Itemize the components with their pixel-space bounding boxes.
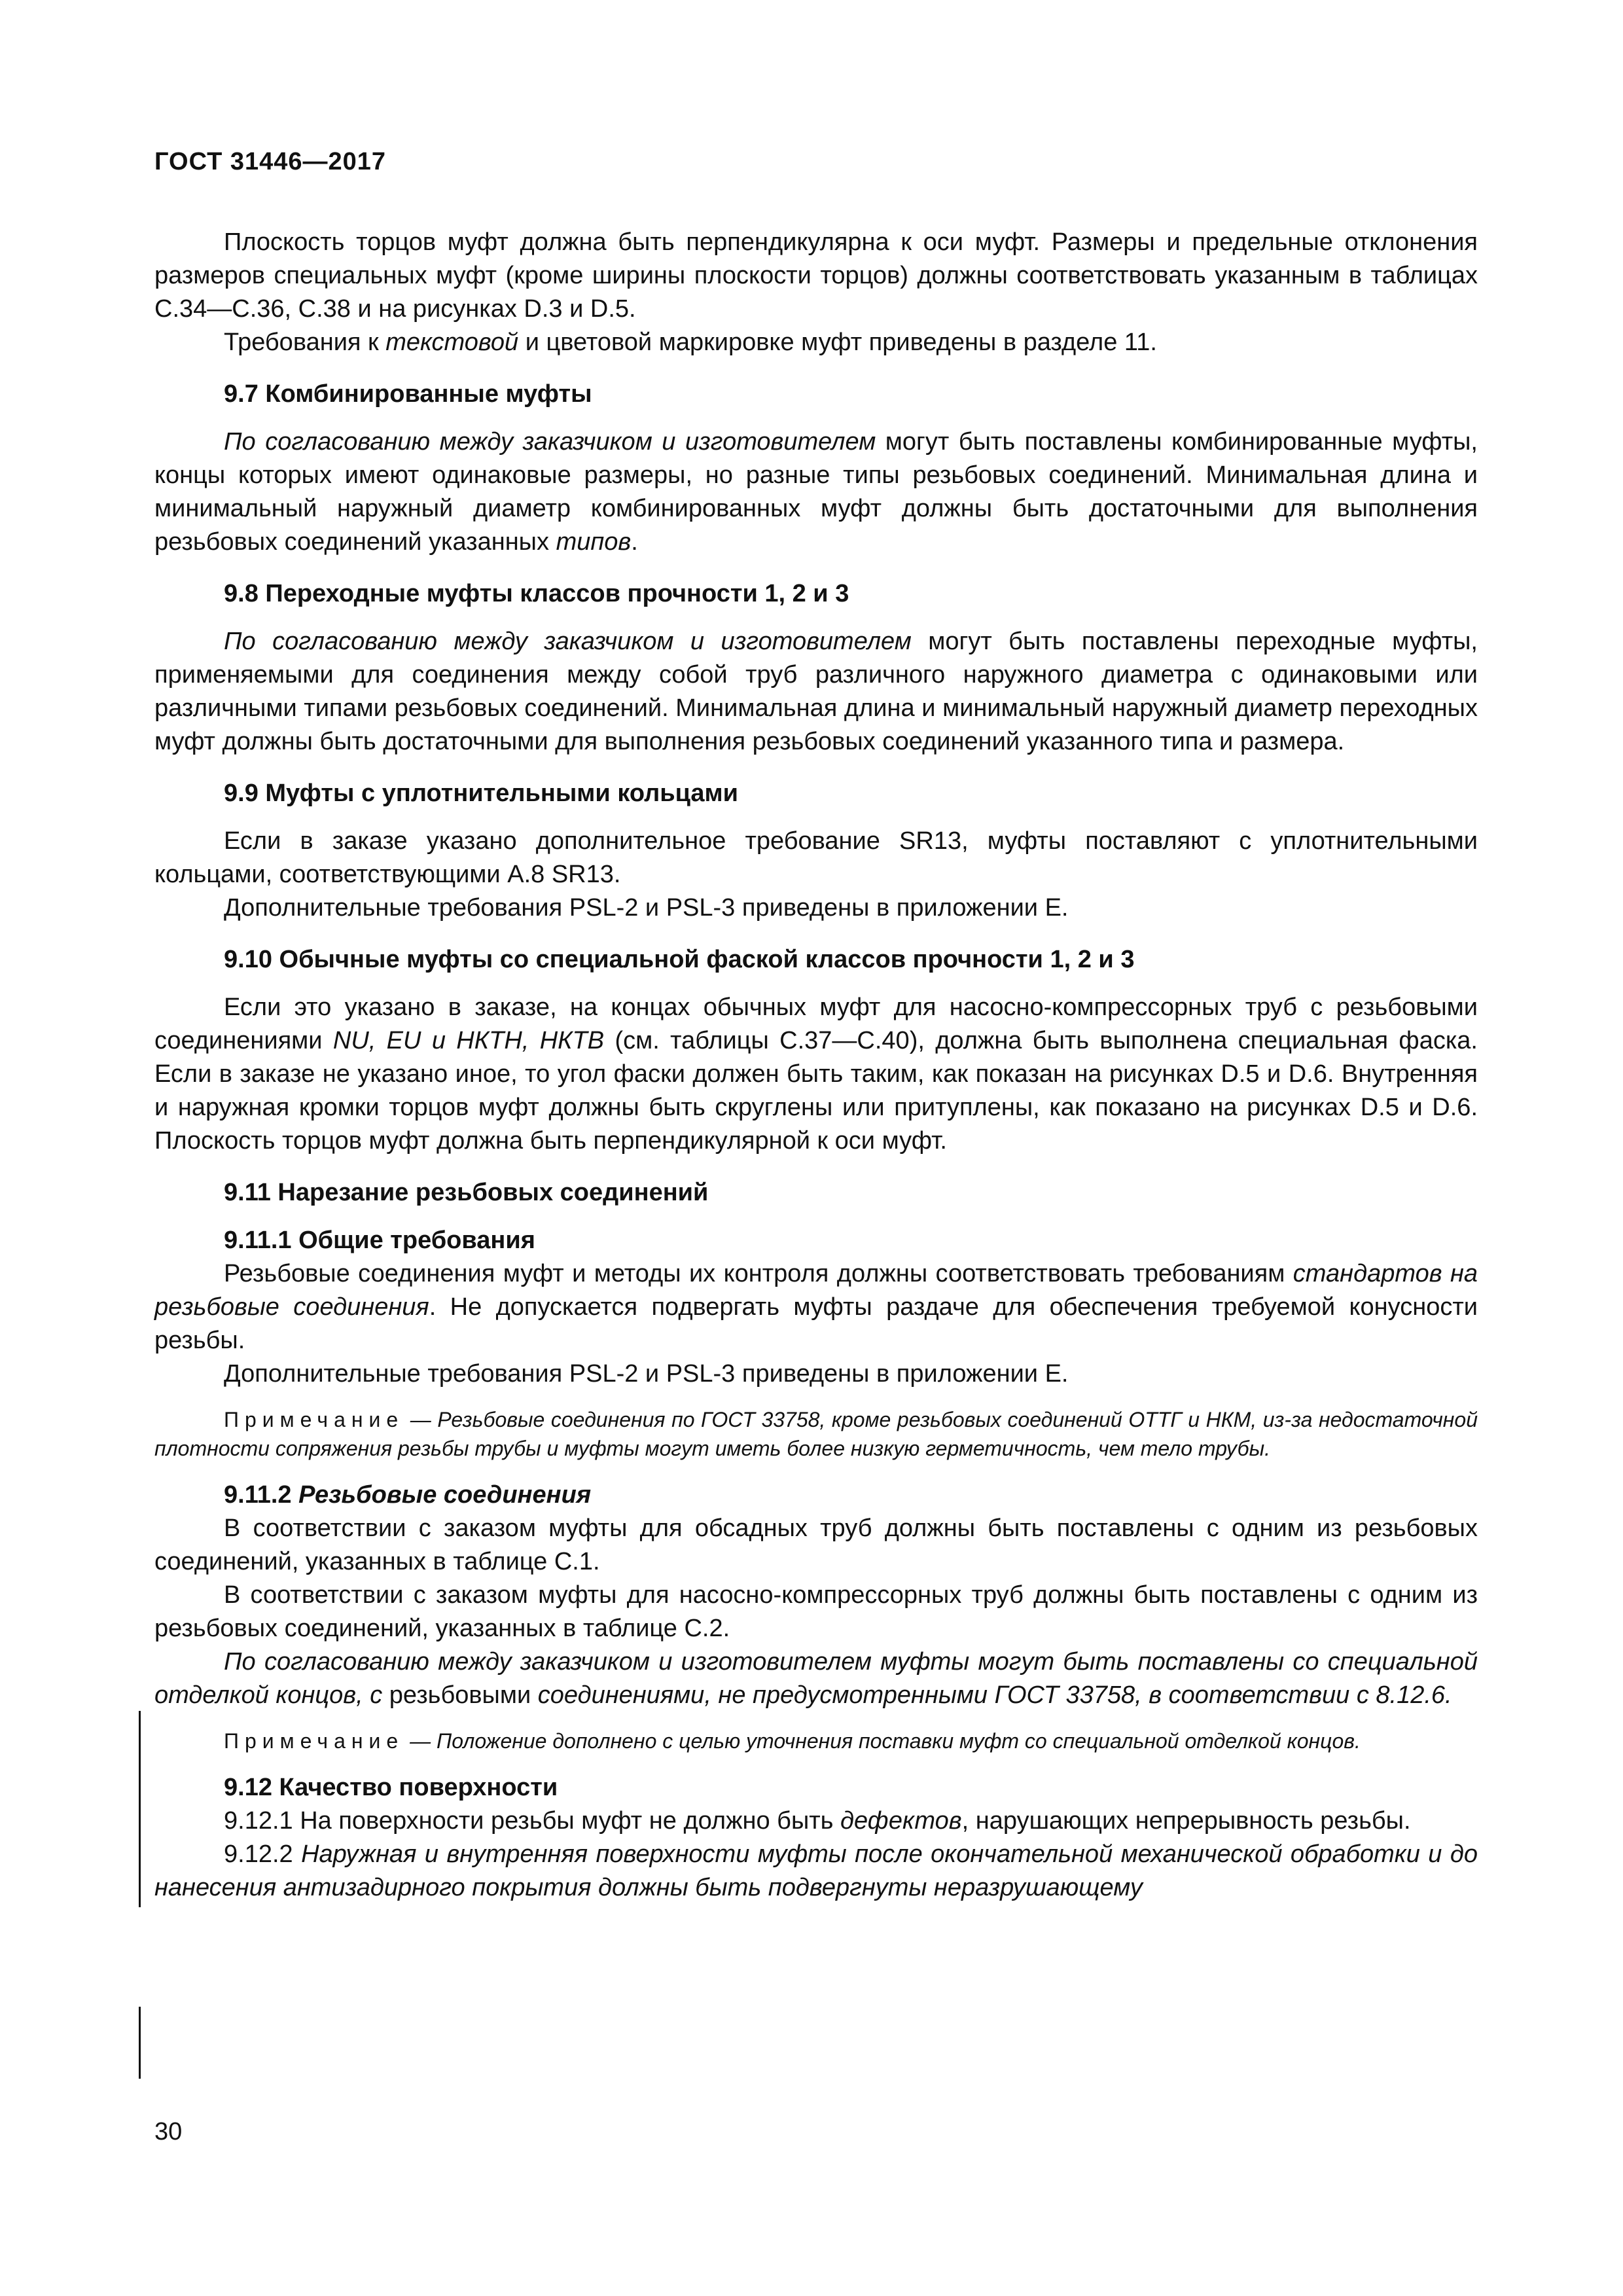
paragraph: Если это указано в заказе, на концах обычных муфт для насосно-компрессорных труб с резьбовыми соединениями NU, EU и НКТН, НКТВ (см. таблицы С.37—С.40), должна быть выполнена специальная фаска. Если в заказе не указано иное, то угол фаски должен быть таким, как показан на рисунках D.5 и D.6. Внутренняя и наружная кромки торцов муфт должны быть скруглены или притуплены, как показано на рисунках D.5 и D.6. Плоскость торцов муфт должна быть перпендикулярной к оси муфт.	[154, 994, 1478, 1155]
paragraph: 9.12.1 На поверхности резьбы муфт не должно быть дефектов, нарушающих непрерывность резьбы.	[224, 1807, 1411, 1835]
paragraph: Дополнительные требования PSL-2 и PSL-3 приведены в приложении Е.	[224, 894, 1069, 922]
note-block: Примечание — Положение дополнено с целью уточнения поставки муфт со специальной отделкой концов.	[224, 1729, 1361, 1753]
section-heading-9-9: 9.9 Муфты с уплотнительными кольцами	[224, 780, 739, 807]
note-label: Примечание	[224, 1729, 404, 1753]
paragraph: Если в заказе указано дополнительное требование SR13, муфты поставляют с уплотнительными кольцами, соответствующими А.8 SR13.	[154, 827, 1478, 888]
section-heading-9-10: 9.10 Обычные муфты со специальной фаской классов прочности 1, 2 и 3	[224, 946, 1135, 973]
paragraph: В соответствии с заказом муфты для насосно-компрессорных труб должны быть поставлены с одним из резьбовых соединений, указанных в таблице С.2.	[154, 1581, 1478, 1642]
paragraph: По согласованию между заказчиком и изготовителем муфты могут быть поставлены со специальной отделкой концов, с резьбовыми соединениями, не предусмотренными ГОСТ 33758, в соответствии с 8.12.6.	[154, 1648, 1478, 1709]
note-label: Примечание	[224, 1408, 404, 1431]
paragraph: Дополнительные требования PSL-2 и PSL-3 приведены в приложении Е.	[224, 1360, 1069, 1388]
paragraph: По согласованию между заказчиком и изготовителем могут быть поставлены переходные муфты, применяемыми для соединения между собой труб различного наружного диаметра с одинаковыми или различными типами резьбовых соединений. Минимальная длина и минимальный наружный диаметр переходных муфт должны быть достаточными для выполнения резьбовых соединений указанного типа и размера.	[154, 628, 1478, 755]
section-heading-9-11: 9.11 Нарезание резьбовых соединений	[224, 1179, 709, 1206]
paragraph: 9.12.2 Наружная и внутренняя поверхности муфты после окончательной механической обработки и до нанесения антизадирного покрытия должны быть подвергнуты неразрушающему	[154, 1840, 1478, 1901]
page-number: 30	[154, 2118, 183, 2145]
subsection-heading-9-12: 9.12 Качество поверхности	[224, 1774, 558, 1801]
paragraph: В соответствии с заказом муфты для обсадных труб должны быть поставлены с одним из резьбовых соединений, указанных в таблице С.1.	[154, 1515, 1478, 1575]
change-bar	[139, 2007, 141, 2079]
paragraph: По согласованию между заказчиком и изготовителем могут быть поставлены комбинированные муфты, концы которых имеют одинаковые размеры, но разные типы резьбовых соединений. Минимальная длина и минимальный наружный диаметр комбинированных муфт должны быть достаточными для выполнения резьбовых соединений указанных типов.	[154, 428, 1478, 556]
paragraph: Требования к текстовой и цветовой маркировке муфт приведены в разделе 11.	[224, 329, 1157, 356]
subsection-heading-9-11-1: 9.11.1 Общие требования	[224, 1227, 535, 1254]
note-block: Примечание — Резьбовые соединения по ГОСТ 33758, кроме резьбовых соединений ОТТГ и НКМ, из-за недостаточной плотности сопряжения резьбы трубы и муфты могут иметь более низкую герметичность, чем тело трубы.	[154, 1408, 1478, 1460]
section-heading-9-7: 9.7 Комбинированные муфты	[224, 380, 592, 408]
paragraph: Плоскость торцов муфт должна быть перпендикулярна к оси муфт. Размеры и предельные отклонения размеров специальных муфт (кроме ширины плоскости торцов) должны соответствовать указанным в таблицах С.34—С.36, С.38 и на рисунках D.3 и D.5.	[154, 228, 1478, 323]
subsection-heading-9-11-2: 9.11.2 Резьбовые соединения	[224, 1481, 592, 1509]
document-header: ГОСТ 31446—2017	[154, 148, 387, 175]
paragraph: Резьбовые соединения муфт и методы их контроля должны соответствовать требованиям стандартов на резьбовые соединения. Не допускается подвергать муфты раздаче для обеспечения требуемой конусности резьбы.	[154, 1260, 1478, 1354]
section-heading-9-8: 9.8 Переходные муфты классов прочности 1, 2 и 3	[224, 580, 849, 607]
change-bar	[139, 1711, 141, 1907]
document-body	[154, 226, 1478, 1905]
